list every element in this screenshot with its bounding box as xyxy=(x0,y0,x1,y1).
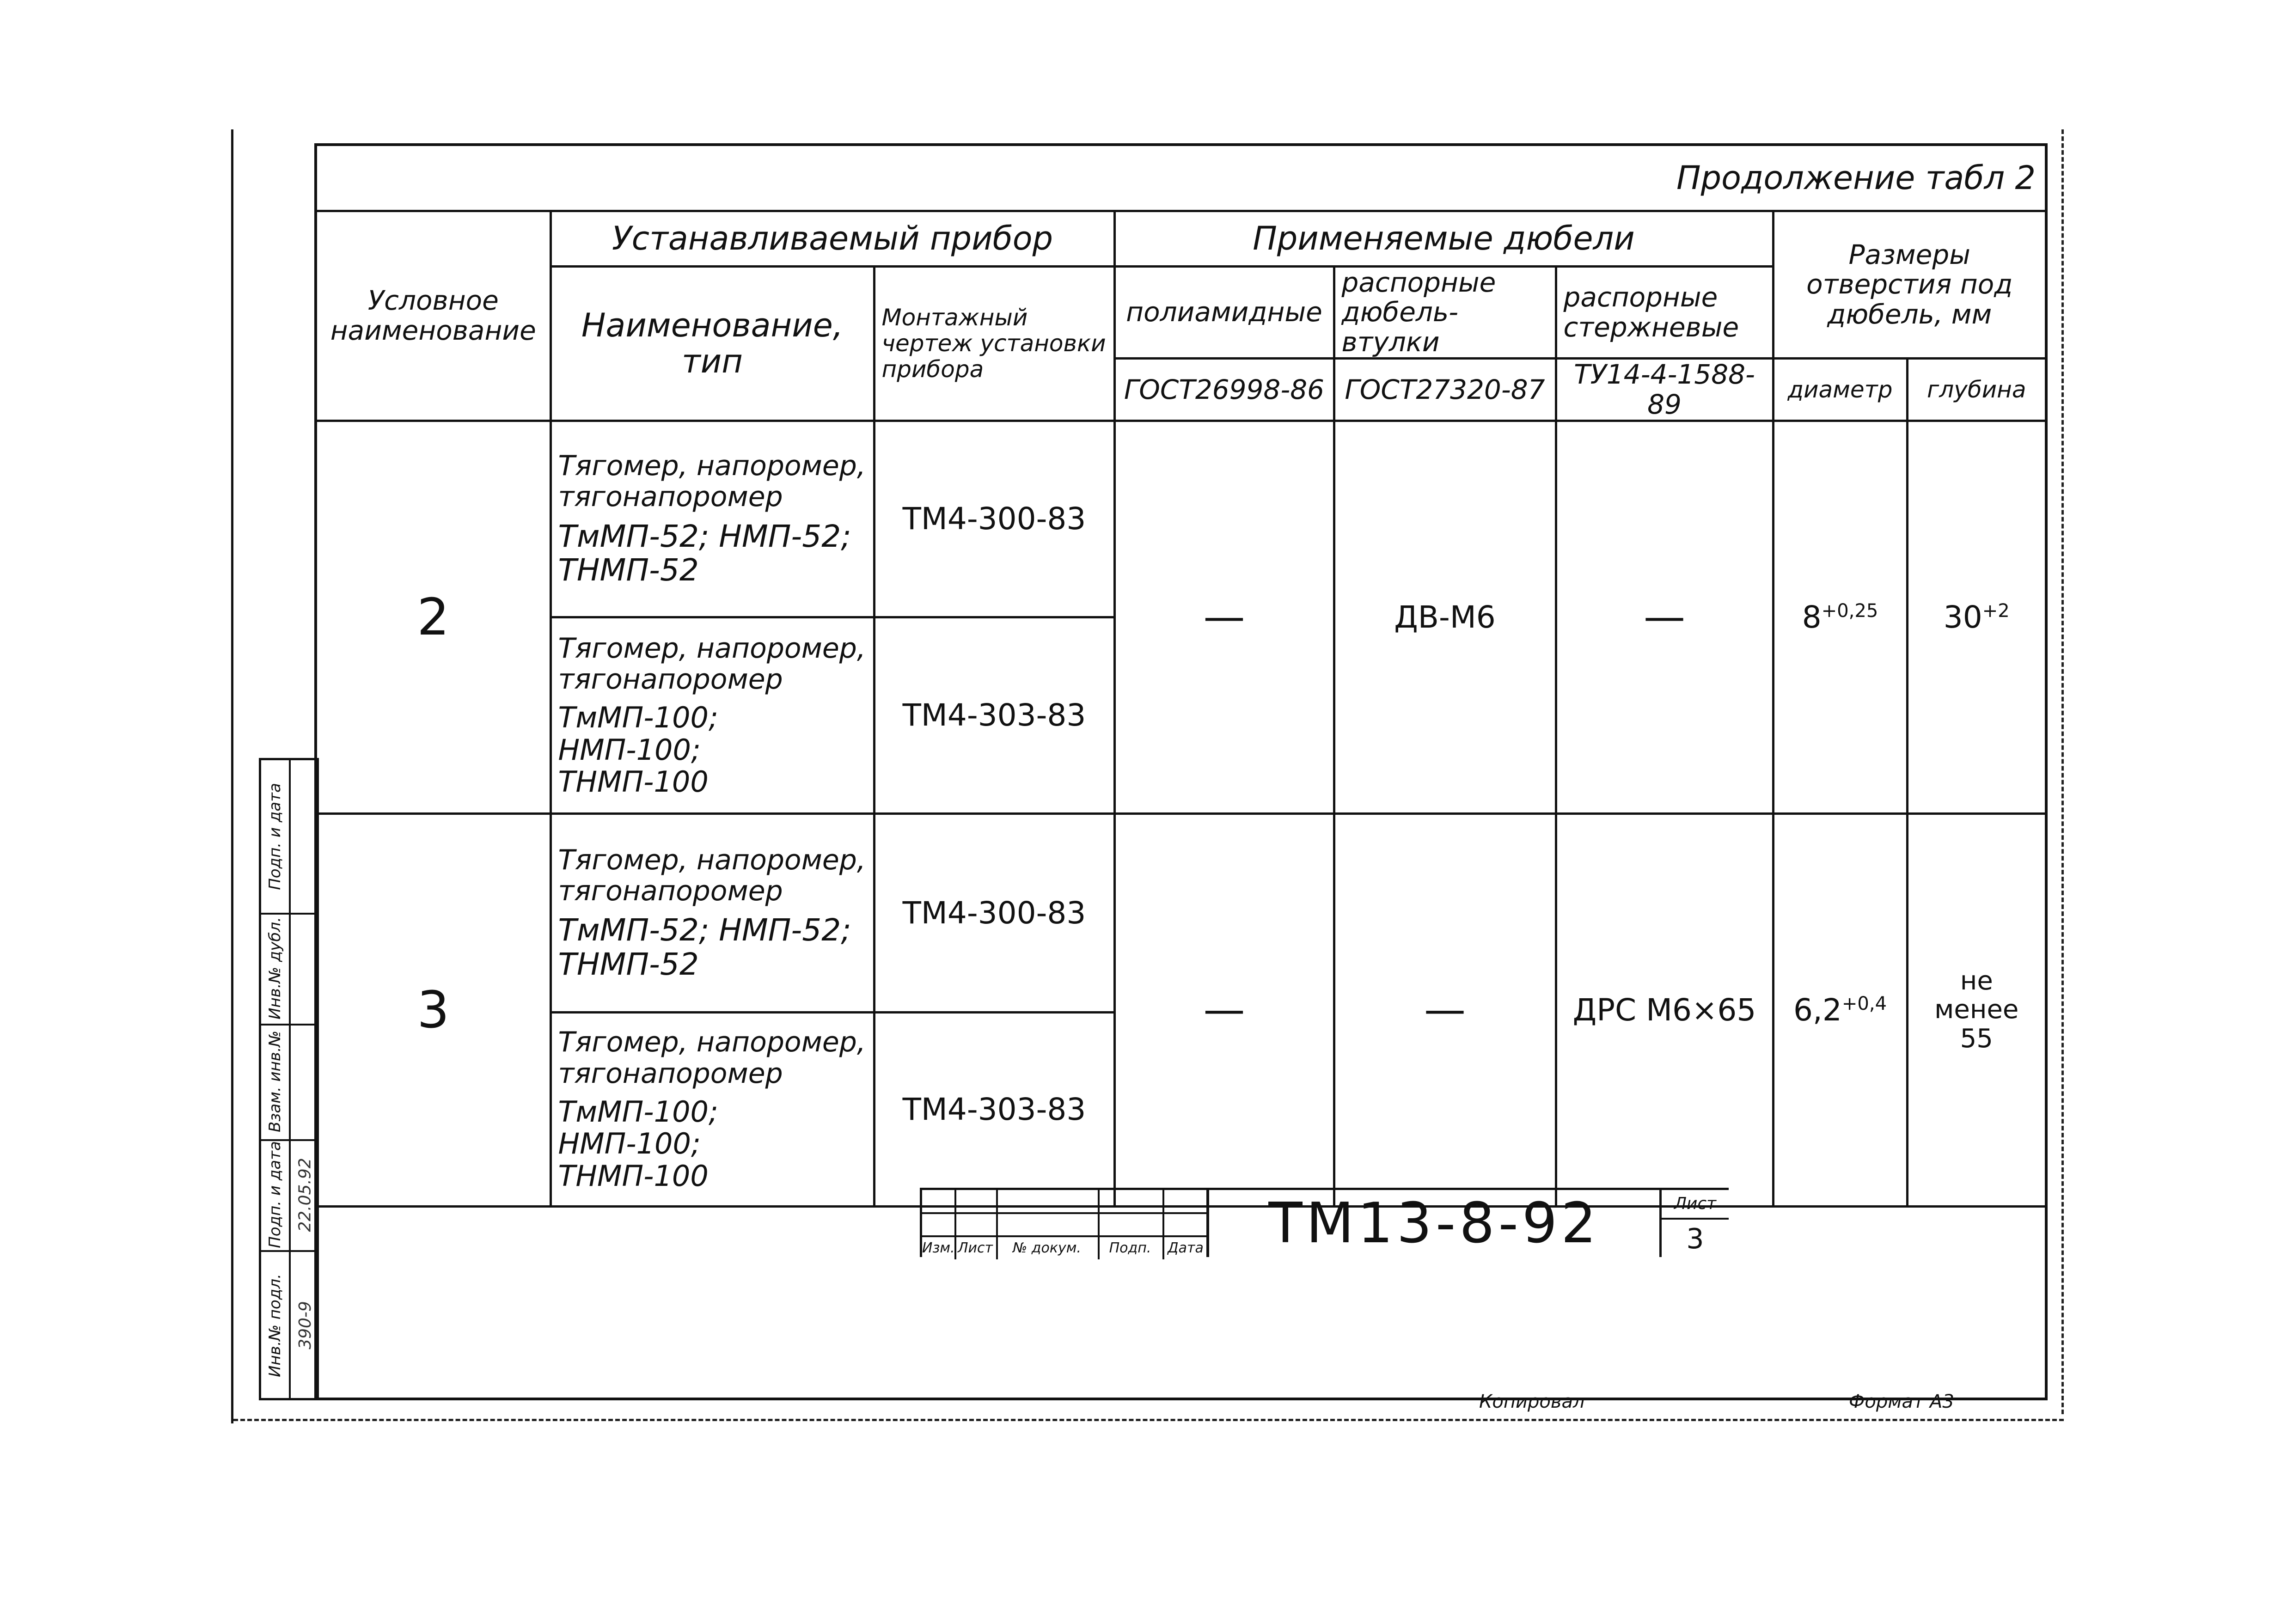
sheet-label: Лист xyxy=(1662,1190,1729,1220)
device-name xyxy=(550,1013,874,1207)
bottom-edge-dash xyxy=(233,1419,2064,1421)
side-value-container xyxy=(289,1250,321,1400)
dowel-table xyxy=(317,146,2045,1208)
std-polyamide: ГОСТ26998-86 xyxy=(1114,359,1334,421)
spacer-sleeve-value: — xyxy=(1334,814,1556,1207)
title-block xyxy=(920,1188,1731,1257)
side-label-container xyxy=(261,1139,289,1250)
side-stamp xyxy=(259,758,319,1400)
grid-line xyxy=(922,1235,1209,1237)
diameter-number: 6,2 xyxy=(1793,992,1842,1028)
header-device-group: Устанавливаемый прибор xyxy=(550,211,1114,266)
spacer-rod-value: ДРС М6×65 xyxy=(1556,814,1773,1207)
table-title: Продолжение табл 2 xyxy=(317,146,2045,211)
mount-drawing: ТМ4-300-83 xyxy=(874,421,1114,617)
device-type-line: ТмМП-100; НМП-100; xyxy=(558,701,718,767)
device-name-line: Тягомер, напоромер, xyxy=(558,843,866,876)
signature-label: Подп. xyxy=(1109,1240,1151,1256)
device-name-line: Тягомер, напоромер, xyxy=(558,450,866,482)
header-polyamide: полиамидные xyxy=(1114,266,1334,359)
header-hole-sizes: Размеры отверстия под дюбель, мм xyxy=(1773,211,2045,359)
device-type-line: ТНМП-52 xyxy=(558,552,699,588)
device-name-line: Тягомер, напоромер, xyxy=(558,1026,866,1059)
diameter-tolerance: +0,25 xyxy=(1821,600,1878,622)
revision-label: Изм. xyxy=(922,1240,955,1256)
side-label: Взам. инв.№ xyxy=(266,1030,285,1133)
sheet-col-label: Лист xyxy=(957,1240,993,1256)
document-number-label: № докум. xyxy=(1013,1240,1081,1256)
mount-drawing: ТМ4-303-83 xyxy=(874,617,1114,814)
side-label-container xyxy=(261,913,289,1024)
side-label: Подп. и дата xyxy=(266,783,285,890)
polyamide-value: — xyxy=(1114,421,1334,814)
side-label-container xyxy=(261,760,289,913)
device-type-line: ТмМП-100; НМП-100; xyxy=(558,1094,718,1161)
sheet-number: 3 xyxy=(1686,1223,1704,1255)
group-name: 2 xyxy=(317,421,550,814)
device-name-line: тягонапоромер xyxy=(558,874,783,907)
depth-value xyxy=(1907,421,2045,814)
right-edge-dash xyxy=(2061,129,2064,1414)
device-type-line: ТНМП-52 xyxy=(558,946,699,982)
side-label: Инв.№ подл. xyxy=(266,1273,285,1377)
std-spacer-rod: ТУ14-4-1588-89 xyxy=(1556,359,1773,421)
side-value-container xyxy=(289,1139,321,1250)
side-label: Подп. и дата xyxy=(266,1141,285,1248)
header-spacer-sleeve: распорные дюбель-втулки xyxy=(1334,266,1556,359)
header-device-name: Наименование, тип xyxy=(550,266,874,421)
header-spacer-rod: распорные стержневые xyxy=(1556,266,1773,359)
left-edge-line xyxy=(231,129,233,1423)
device-name xyxy=(550,421,874,617)
diameter-number: 8 xyxy=(1802,599,1822,635)
group-name: 3 xyxy=(317,814,550,1207)
polyamide-value: — xyxy=(1114,814,1334,1207)
device-name xyxy=(550,814,874,1013)
device-name-line: тягонапоромер xyxy=(558,1057,783,1090)
copied-by-label: Копировал xyxy=(1479,1391,1585,1412)
document-code: ТМ13-8-92 xyxy=(1206,1188,1659,1257)
handwritten-date: 22.05.92 xyxy=(295,1157,315,1232)
device-name-line: Тягомер, напоромер, xyxy=(558,632,866,665)
side-label: Инв.№ дубл. xyxy=(266,917,285,1020)
sheet-box xyxy=(1659,1188,1729,1257)
date-label: Дата xyxy=(1168,1240,1204,1256)
diameter-tolerance: +0,4 xyxy=(1841,993,1887,1014)
spacer-sleeve-value: ДВ-М6 xyxy=(1334,421,1556,814)
spacer-rod-value: — xyxy=(1556,421,1773,814)
side-label-container xyxy=(261,1024,289,1139)
device-type-line: ТмМП-52; НМП-52; xyxy=(558,912,851,948)
depth-value: не менее 55 xyxy=(1907,814,2045,1207)
mount-drawing: ТМ4-303-83 xyxy=(874,1013,1114,1207)
header-dowels-group: Применяемые дюбели xyxy=(1114,211,1773,266)
device-type-line: ТмМП-52; НМП-52; xyxy=(558,518,851,554)
device-name xyxy=(550,617,874,814)
std-spacer-sleeve: ГОСТ27320-87 xyxy=(1334,359,1556,421)
format-label: Формат А3 xyxy=(1849,1391,1954,1412)
header-depth: глубина xyxy=(1907,359,2045,421)
side-label-container xyxy=(261,1250,289,1400)
device-name-line: тягонапоромер xyxy=(558,663,783,696)
depth-tolerance: +2 xyxy=(1982,600,2010,622)
device-type-line: ТНМП-100 xyxy=(558,1159,709,1193)
device-name-line: тягонапоромер xyxy=(558,481,783,513)
diameter-value xyxy=(1773,421,1907,814)
revision-grid xyxy=(920,1188,1206,1257)
mount-drawing: ТМ4-300-83 xyxy=(874,814,1114,1013)
header-mount-drawing: Монтажный чертеж установки прибора xyxy=(874,266,1114,421)
depth-number: 30 xyxy=(1943,599,1982,635)
handwritten-inventory: 390-9 xyxy=(295,1301,315,1349)
diameter-value xyxy=(1773,814,1907,1207)
device-type-line: ТНМП-100 xyxy=(558,765,709,799)
header-diameter: диаметр xyxy=(1773,359,1907,421)
grid-line xyxy=(922,1212,1209,1214)
header-conditional-name: Условное наименование xyxy=(317,211,550,421)
